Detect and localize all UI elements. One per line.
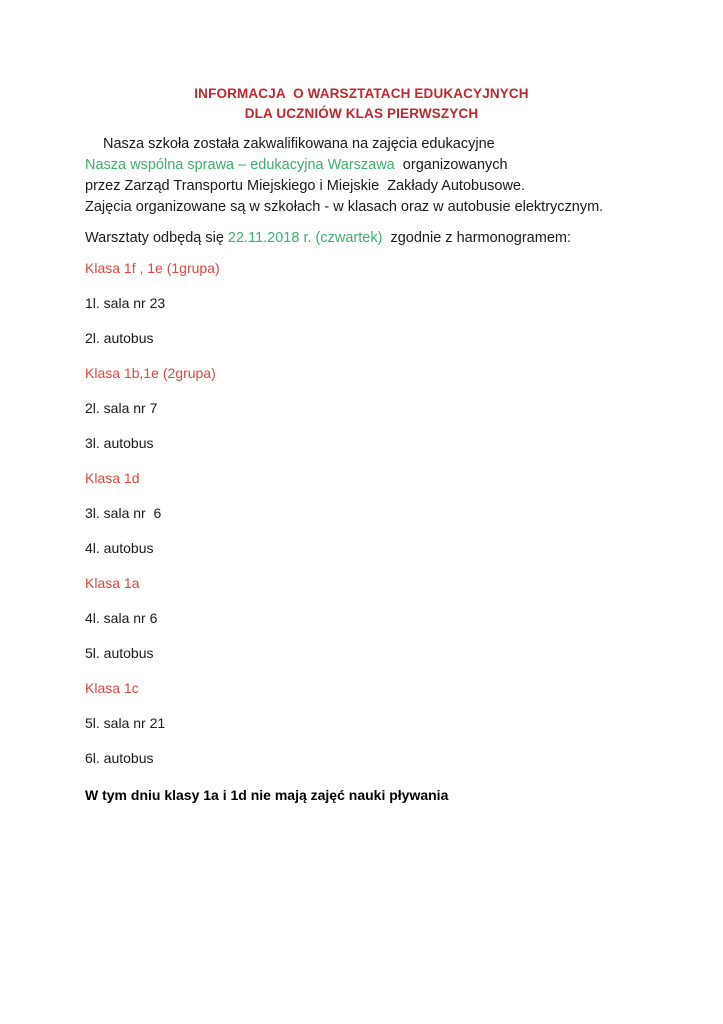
schedule-row: 4l. autobus: [85, 540, 154, 556]
class-heading: Klasa 1f , 1e (1grupa): [85, 260, 220, 276]
schedule-row: 3l. sala nr 6: [85, 505, 162, 521]
schedule-list: [85, 260, 645, 785]
workshop-date-highlight: 22.11.2018 r. (czwartek): [227, 230, 383, 246]
date-prefix: Warsztaty odbędą się: [85, 230, 228, 246]
schedule-row: 1l. sala nr 23: [85, 295, 166, 311]
schedule-row: 3l. autobus: [85, 435, 154, 451]
intro-line-2-rest: organizowanych: [394, 157, 508, 173]
class-heading: Klasa 1c: [85, 680, 139, 696]
schedule-row: 4l. sala nr 6: [85, 610, 158, 626]
class-heading: Klasa 1a: [85, 575, 140, 591]
programme-name-highlight: Nasza wspólna sprawa – edukacyjna Warszawa: [85, 157, 395, 173]
class-group: [85, 575, 645, 680]
intro-line-3: przez Zarząd Transportu Miejskiego i Miejskie Zakłady Autobusowe.: [85, 178, 526, 194]
schedule-row: 2l. sala nr 7: [85, 400, 158, 416]
footer-note: W tym dniu klasy 1a i 1d nie mają zajęć nauki pływania: [85, 787, 449, 803]
class-group: [85, 365, 645, 470]
intro-line-4: Zajęcia organizowane są w szkołach - w klasach oraz w autobusie elektrycznym.: [85, 199, 604, 215]
schedule-row: 2l. autobus: [85, 330, 154, 346]
workshop-date-paragraph: [85, 228, 685, 249]
workshop-date-line: [85, 228, 685, 249]
schedule-row: 5l. autobus: [85, 645, 154, 661]
class-group: [85, 260, 645, 365]
class-heading: Klasa 1d: [85, 470, 140, 486]
date-suffix: zgodnie z harmonogramem:: [382, 230, 571, 246]
class-group: [85, 680, 645, 785]
schedule-row: 5l. sala nr 21: [85, 715, 166, 731]
intro-line-1: Nasza szkoła została zakwalifikowana na zajęcia edukacyjne: [103, 136, 495, 152]
class-group: [85, 470, 645, 575]
schedule-row: 6l. autobus: [85, 750, 154, 766]
class-heading: Klasa 1b,1e (2grupa): [85, 365, 216, 381]
title-line-2: DLA UCZNIÓW KLAS PIERWSZYCH: [244, 106, 479, 121]
intro-line-2: [85, 155, 685, 176]
title-line-1: INFORMACJA O WARSZTATACH EDUKACYJNYCH: [194, 86, 529, 101]
document-title: [0, 84, 723, 124]
intro-paragraph: [85, 134, 685, 218]
